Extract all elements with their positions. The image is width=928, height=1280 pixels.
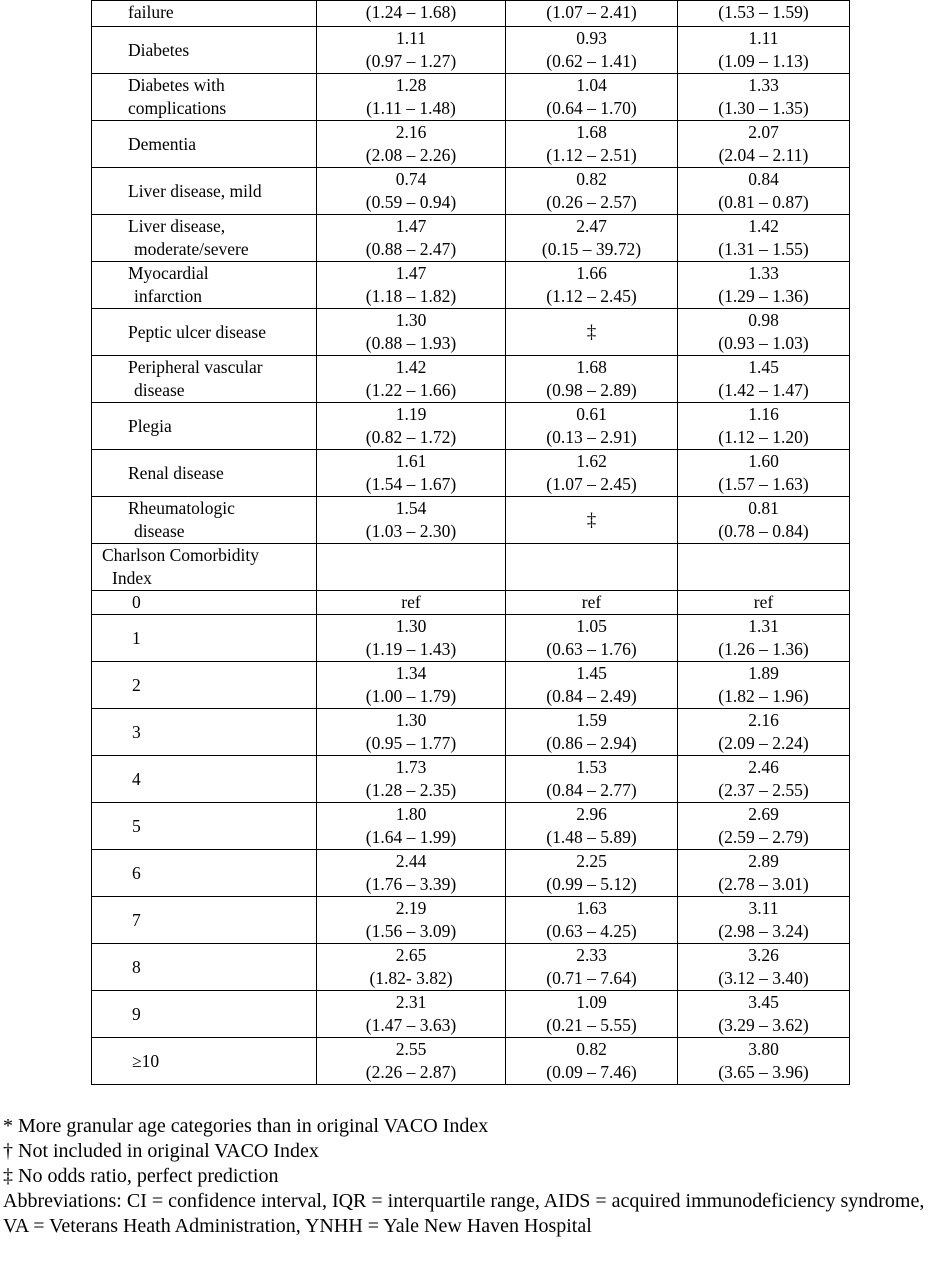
odds-ratio: 0.93 — [576, 28, 607, 48]
value-cell-va — [317, 591, 506, 615]
row-label — [92, 27, 317, 74]
odds-ratio: 1.68 — [576, 122, 607, 142]
value-line: ref — [753, 592, 774, 612]
table-row — [92, 544, 850, 591]
value-line: (0.84 – 2.49) — [546, 686, 637, 706]
value-line: (0.63 – 1.76) — [546, 639, 637, 659]
row-label-line: disease — [134, 380, 185, 400]
table-row — [92, 1038, 850, 1085]
value-line: (1.22 – 1.66) — [365, 380, 457, 400]
value-cell-ynhh — [678, 944, 850, 991]
odds-ratio: 2.55 — [395, 1039, 427, 1059]
value-cell-vaco — [506, 662, 678, 709]
value-cell-ynhh — [678, 897, 850, 944]
value-line: (1.30 – 1.35) — [718, 98, 809, 118]
value-line: (1.53 – 1.59) — [718, 2, 809, 22]
odds-ratio: 0.61 — [576, 404, 607, 424]
table-row — [92, 850, 850, 897]
row-label-line: complications — [128, 98, 227, 118]
odds-ratio: 0.82 — [576, 169, 607, 189]
row-label-line: Peripheral vascular — [128, 357, 263, 377]
value-cell-vaco — [506, 944, 678, 991]
row-label — [92, 309, 317, 356]
table-row — [92, 403, 850, 450]
odds-ratio: 2.96 — [576, 804, 607, 824]
row-label-line: Liver disease, mild — [128, 180, 262, 201]
odds-ratio: 1.11 — [396, 28, 426, 48]
row-label — [92, 1, 317, 27]
value-line: (0.88 – 2.47) — [365, 239, 457, 259]
odds-ratio: 1.66 — [576, 263, 607, 283]
value-cell-va — [317, 215, 506, 262]
odds-ratio: 1.63 — [576, 898, 607, 918]
row-label-line: Peptic ulcer disease — [128, 321, 267, 342]
value-line: (0.64 – 1.70) — [546, 98, 637, 118]
row-label — [92, 215, 317, 262]
odds-ratio: 1.61 — [395, 451, 427, 471]
odds-ratio: 2.46 — [748, 757, 779, 777]
odds-ratio: 3.11 — [748, 898, 779, 918]
row-label — [92, 662, 317, 709]
row-label-line: 7 — [132, 909, 141, 930]
row-label-line: moderate/severe — [134, 239, 249, 259]
row-label — [92, 756, 317, 803]
odds-ratio: 1.45 — [576, 663, 607, 683]
value-line: (0.81 – 0.87) — [718, 192, 809, 212]
row-label-line: 4 — [132, 768, 141, 789]
value-line: (0.88 – 1.93) — [365, 333, 457, 353]
value-line: ref — [401, 592, 421, 612]
odds-ratio: 1.11 — [748, 28, 779, 48]
row-label — [92, 991, 317, 1038]
value-cell-va — [317, 991, 506, 1038]
table-row — [92, 756, 850, 803]
value-cell-ynhh — [678, 27, 850, 74]
value-cell-ynhh — [678, 1, 850, 27]
odds-ratio: 2.89 — [748, 851, 779, 871]
value-cell-ynhh — [678, 403, 850, 450]
table-row — [92, 497, 850, 544]
row-label-line: failure — [128, 2, 174, 22]
odds-ratio: 0.82 — [576, 1039, 607, 1059]
value-line: (0.63 – 4.25) — [546, 921, 637, 941]
value-line: (1.24 – 1.68) — [365, 2, 457, 22]
table-row — [92, 309, 850, 356]
value-cell-va — [317, 27, 506, 74]
value-cell-ynhh — [678, 356, 850, 403]
row-label-line: 3 — [132, 721, 141, 742]
table-row — [92, 262, 850, 309]
value-line: (1.28 – 2.35) — [365, 780, 457, 800]
odds-ratio: 2.19 — [395, 898, 427, 918]
value-cell-va — [317, 356, 506, 403]
value-cell-va — [317, 74, 506, 121]
value-cell-vaco — [506, 74, 678, 121]
value-cell-va — [317, 662, 506, 709]
value-line: (0.95 – 1.77) — [365, 733, 457, 753]
table-row — [92, 450, 850, 497]
value-line: ref — [581, 592, 602, 612]
row-label — [92, 168, 317, 215]
odds-ratio: 3.80 — [748, 1039, 779, 1059]
value-line: (0.98 – 2.89) — [546, 380, 637, 400]
row-label-line: 8 — [132, 956, 141, 977]
value-cell-va — [317, 850, 506, 897]
value-line: (1.12 – 2.51) — [546, 145, 637, 165]
value-cell-ynhh — [678, 262, 850, 309]
odds-ratio: 2.25 — [576, 851, 607, 871]
value-cell-ynhh — [678, 591, 850, 615]
value-cell-ynhh — [678, 544, 850, 591]
footnote: ‡ No odds ratio, perfect prediction — [3, 1165, 279, 1187]
row-label-line: Diabetes — [128, 39, 190, 60]
value-cell-ynhh — [678, 450, 850, 497]
row-label — [92, 544, 317, 591]
value-line: (1.11 – 1.48) — [366, 98, 456, 118]
odds-ratio: 0.81 — [748, 498, 779, 518]
value-line: (0.82 – 1.72) — [365, 427, 457, 447]
value-line: (1.12 – 1.20) — [718, 427, 809, 447]
value-cell-vaco — [506, 897, 678, 944]
row-label — [92, 450, 317, 497]
row-label-line: 2 — [132, 674, 141, 695]
table-row — [92, 27, 850, 74]
odds-ratio: 1.31 — [748, 616, 779, 636]
odds-ratio: 0.74 — [395, 169, 427, 189]
row-label-line: Renal disease — [128, 462, 224, 483]
value-line: (1.64 – 1.99) — [365, 827, 457, 847]
value-line: (1.07 – 2.41) — [546, 2, 637, 22]
odds-ratio: 1.33 — [748, 75, 779, 95]
odds-ratio: 2.31 — [395, 992, 427, 1012]
odds-ratio: 1.47 — [395, 263, 427, 283]
value-line: ‡ — [586, 321, 597, 343]
odds-ratio: 1.60 — [748, 451, 779, 471]
value-cell-va — [317, 403, 506, 450]
table-row — [92, 991, 850, 1038]
row-label — [92, 897, 317, 944]
row-label-line: 0 — [132, 592, 141, 612]
value-line: (0.93 – 1.03) — [718, 333, 809, 353]
value-cell-vaco — [506, 1038, 678, 1085]
value-line: (2.08 – 2.26) — [365, 145, 457, 165]
table-row — [92, 215, 850, 262]
row-label-line: 6 — [132, 862, 141, 883]
row-label-line: 9 — [132, 1003, 141, 1024]
odds-ratio: 1.30 — [395, 710, 427, 730]
value-line: (2.78 – 3.01) — [718, 874, 809, 894]
value-line: (1.47 – 3.63) — [365, 1015, 457, 1035]
value-line: (1.42 – 1.47) — [718, 380, 809, 400]
value-cell-vaco — [506, 1, 678, 27]
row-label-line: infarction — [134, 286, 203, 306]
odds-ratio: 1.04 — [576, 75, 607, 95]
value-line: (1.19 – 1.43) — [365, 639, 457, 659]
odds-ratio: 1.73 — [395, 757, 427, 777]
value-cell-ynhh — [678, 168, 850, 215]
odds-ratio: 2.44 — [395, 851, 427, 871]
value-cell-vaco — [506, 215, 678, 262]
footnote: † Not included in original VACO Index — [3, 1140, 319, 1162]
row-label — [92, 356, 317, 403]
table-row — [92, 168, 850, 215]
odds-ratio: 1.80 — [395, 804, 427, 824]
value-cell-vaco — [506, 544, 678, 591]
value-line: (0.15 – 39.72) — [541, 239, 642, 259]
value-line: (0.26 – 2.57) — [546, 192, 637, 212]
value-cell-ynhh — [678, 850, 850, 897]
value-cell-va — [317, 121, 506, 168]
value-line: (1.76 – 3.39) — [365, 874, 457, 894]
value-cell-vaco — [506, 709, 678, 756]
row-label — [92, 74, 317, 121]
odds-ratio: 1.59 — [576, 710, 607, 730]
value-cell-ynhh — [678, 991, 850, 1038]
value-cell-vaco — [506, 850, 678, 897]
odds-ratio: 0.98 — [748, 310, 779, 330]
odds-ratio: 1.30 — [395, 616, 427, 636]
row-label — [92, 591, 317, 615]
value-cell-va — [317, 544, 506, 591]
value-line: (1.07 – 2.45) — [546, 474, 637, 494]
value-cell-vaco — [506, 615, 678, 662]
row-label-line: Dementia — [128, 133, 197, 154]
value-cell-ynhh — [678, 121, 850, 168]
row-label-line: Plegia — [128, 415, 172, 436]
value-cell-ynhh — [678, 215, 850, 262]
value-line: (1.29 – 1.36) — [718, 286, 809, 306]
row-label — [92, 403, 317, 450]
value-line: (1.18 – 1.82) — [365, 286, 457, 306]
value-line: (1.48 – 5.89) — [546, 827, 637, 847]
value-line: (1.57 – 1.63) — [718, 474, 809, 494]
value-cell-va — [317, 803, 506, 850]
odds-ratio: 3.45 — [748, 992, 779, 1012]
row-label-line: 5 — [132, 815, 141, 836]
value-cell-ynhh — [678, 615, 850, 662]
value-cell-va — [317, 450, 506, 497]
value-line: (0.84 – 2.77) — [546, 780, 637, 800]
odds-ratio: 1.47 — [395, 216, 427, 236]
value-line: (1.31 – 1.55) — [718, 239, 809, 259]
value-line: (0.13 – 2.91) — [546, 427, 637, 447]
row-label-line: Rheumatologic — [128, 498, 235, 518]
value-line: (3.65 – 3.96) — [718, 1062, 809, 1082]
value-line: (0.97 – 1.27) — [365, 51, 457, 71]
value-cell-vaco — [506, 991, 678, 1038]
value-line: (1.00 – 1.79) — [365, 686, 457, 706]
row-label-line: 1 — [132, 627, 141, 648]
odds-ratio: 1.68 — [576, 357, 607, 377]
value-cell-ynhh — [678, 662, 850, 709]
value-line: (1.03 – 2.30) — [365, 521, 457, 541]
odds-ratio: 1.62 — [576, 451, 607, 471]
value-cell-vaco — [506, 121, 678, 168]
value-cell-ynhh — [678, 709, 850, 756]
value-cell-ynhh — [678, 1038, 850, 1085]
table-row — [92, 121, 850, 168]
row-label-line: Charlson Comorbidity — [102, 545, 260, 565]
value-cell-ynhh — [678, 497, 850, 544]
value-line: (0.62 – 1.41) — [546, 51, 637, 71]
odds-ratio: 1.42 — [395, 357, 427, 377]
value-cell-vaco — [506, 27, 678, 74]
odds-ratio: 1.28 — [395, 75, 427, 95]
value-line: (2.98 – 3.24) — [718, 921, 809, 941]
value-line: (1.82- 3.82) — [369, 968, 453, 988]
value-cell-vaco — [506, 450, 678, 497]
value-cell-va — [317, 309, 506, 356]
value-cell-va — [317, 1, 506, 27]
value-cell-vaco — [506, 309, 678, 356]
value-cell-va — [317, 615, 506, 662]
value-cell-vaco — [506, 591, 678, 615]
odds-ratio: 2.07 — [748, 122, 779, 142]
value-cell-vaco — [506, 803, 678, 850]
row-label — [92, 709, 317, 756]
row-label-line: ≥10 — [132, 1050, 160, 1071]
odds-ratio: 1.05 — [576, 616, 607, 636]
value-line: (0.59 – 0.94) — [365, 192, 457, 212]
row-label — [92, 803, 317, 850]
table-row — [92, 897, 850, 944]
value-cell-vaco — [506, 756, 678, 803]
odds-ratio: 1.34 — [395, 663, 427, 683]
odds-ratio: 2.47 — [576, 216, 607, 236]
odds-ratio: 2.65 — [395, 945, 427, 965]
odds-ratio: 1.54 — [395, 498, 427, 518]
table-row — [92, 615, 850, 662]
value-cell-va — [317, 497, 506, 544]
table-row — [92, 803, 850, 850]
odds-ratio: 2.69 — [748, 804, 779, 824]
value-cell-va — [317, 262, 506, 309]
value-cell-ynhh — [678, 309, 850, 356]
row-label — [92, 850, 317, 897]
row-label — [92, 497, 317, 544]
table-row — [92, 356, 850, 403]
value-line: (0.21 – 5.55) — [546, 1015, 637, 1035]
table-row — [92, 709, 850, 756]
row-label-line: Myocardial — [128, 263, 209, 283]
value-line: (2.59 – 2.79) — [718, 827, 809, 847]
value-line: (1.82 – 1.96) — [718, 686, 809, 706]
row-label — [92, 1038, 317, 1085]
value-line: (3.12 – 3.40) — [718, 968, 809, 988]
value-line: (0.86 – 2.94) — [546, 733, 637, 753]
table-row — [92, 591, 850, 615]
row-label — [92, 944, 317, 991]
value-cell-va — [317, 709, 506, 756]
value-line: (0.71 – 7.64) — [546, 968, 637, 988]
value-cell-vaco — [506, 356, 678, 403]
odds-ratio: 1.09 — [576, 992, 607, 1012]
value-cell-va — [317, 897, 506, 944]
odds-ratio: 1.33 — [748, 263, 779, 283]
odds-ratio: 3.26 — [748, 945, 779, 965]
value-line: (0.78 – 0.84) — [718, 521, 809, 541]
row-label — [92, 262, 317, 309]
value-line: (1.09 – 1.13) — [718, 51, 809, 71]
value-line: (1.56 – 3.09) — [365, 921, 457, 941]
row-label — [92, 121, 317, 168]
value-cell-vaco — [506, 497, 678, 544]
odds-ratio-table — [91, 0, 850, 1085]
value-line: (0.99 – 5.12) — [546, 874, 637, 894]
odds-ratio: 1.30 — [395, 310, 427, 330]
value-cell-ynhh — [678, 74, 850, 121]
value-line: (0.09 – 7.46) — [546, 1062, 637, 1082]
value-cell-va — [317, 944, 506, 991]
value-line: (2.37 – 2.55) — [718, 780, 809, 800]
table-row — [92, 1, 850, 27]
row-label-line: disease — [134, 521, 185, 541]
value-line: ‡ — [586, 509, 597, 531]
row-label — [92, 615, 317, 662]
value-cell-vaco — [506, 168, 678, 215]
footnotes — [3, 1114, 928, 1239]
table-row — [92, 662, 850, 709]
value-cell-vaco — [506, 403, 678, 450]
value-cell-ynhh — [678, 756, 850, 803]
footnote: * More granular age categories than in original VACO Index — [3, 1115, 489, 1137]
odds-ratio: 0.84 — [748, 169, 779, 189]
row-label-line: Liver disease, — [128, 216, 226, 236]
odds-ratio: 1.19 — [395, 404, 427, 424]
odds-ratio: 2.33 — [576, 945, 607, 965]
odds-ratio: 1.53 — [576, 757, 607, 777]
value-line: (2.04 – 2.11) — [718, 145, 809, 165]
odds-ratio: 1.42 — [748, 216, 779, 236]
table-row — [92, 944, 850, 991]
value-line: (2.26 – 2.87) — [365, 1062, 457, 1082]
odds-ratio: 2.16 — [748, 710, 779, 730]
value-line: (2.09 – 2.24) — [718, 733, 809, 753]
value-cell-va — [317, 756, 506, 803]
value-line: (1.54 – 1.67) — [365, 474, 457, 494]
value-line: (1.26 – 1.36) — [718, 639, 809, 659]
table-row — [92, 74, 850, 121]
value-line: (1.12 – 2.45) — [546, 286, 637, 306]
row-label-line: Diabetes with — [128, 75, 225, 95]
odds-ratio: 1.16 — [748, 404, 779, 424]
row-label-line: Index — [112, 568, 152, 588]
footnote: Abbreviations: CI = confidence interval, IQR = interquartile range, AIDS = acquired immunodeficiency syndrome, VA = Veterans Heath Administration, YNHH = Yale New Haven Hospital — [3, 1190, 925, 1237]
odds-ratio: 2.16 — [395, 122, 427, 142]
value-line: (3.29 – 3.62) — [718, 1015, 809, 1035]
value-cell-ynhh — [678, 803, 850, 850]
odds-ratio: 1.89 — [748, 663, 779, 683]
value-cell-vaco — [506, 262, 678, 309]
value-cell-va — [317, 1038, 506, 1085]
odds-ratio: 1.45 — [748, 357, 779, 377]
value-cell-va — [317, 168, 506, 215]
